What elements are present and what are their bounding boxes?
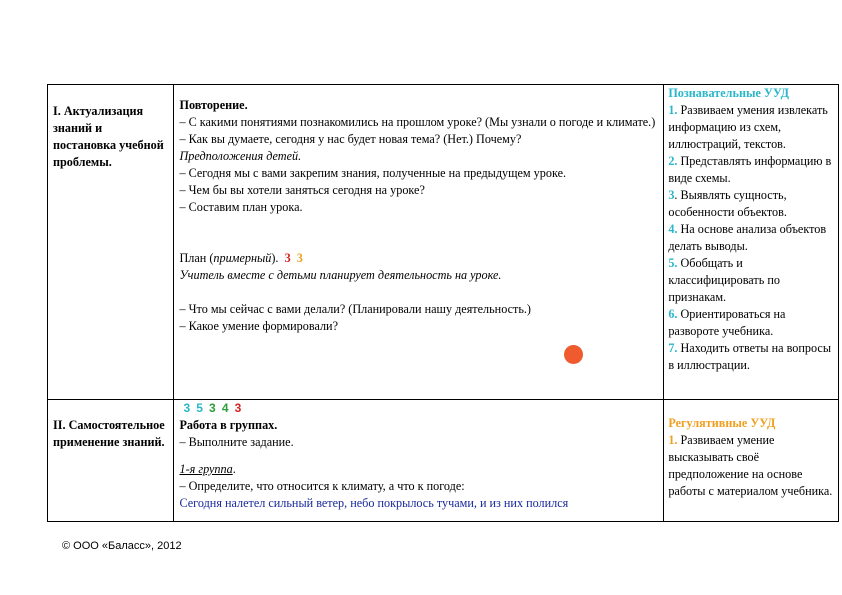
plan-number: 3: [284, 251, 291, 265]
group-label: 1-я группа.: [179, 461, 236, 476]
uud-cell: [664, 399, 839, 521]
uud-item: 4. На основе анализа объектов делать выводы.: [668, 222, 827, 253]
stage-cell: [48, 399, 174, 521]
stage-title: II. Самостоятельное применение знаний.: [53, 417, 165, 449]
text-line: – Что мы сейчас с вами делали? (Планировали нашу деятельность.): [179, 302, 531, 316]
lesson-table: [47, 84, 839, 522]
table-row: [48, 85, 839, 400]
text-line: – Выполните задание.: [179, 434, 294, 449]
text-line: – Сегодня мы с вами закрепим знания, полученные на предыдущем уроке.: [179, 166, 567, 180]
uud-item: 1. Развиваем умение высказывать своё предположение на основе работы с материалом учебника.: [668, 432, 833, 498]
uud-item: 6. Ориентироваться на развороте учебника.: [668, 307, 786, 338]
text-line: – С какими понятиями познакомились на прошлом уроке? (Мы узнали о погоде и климате.): [179, 115, 656, 129]
uud-title: Регулятивные УУД: [668, 415, 776, 430]
uud-item: 1. Развиваем умения извлекать информацию из схем, иллюстраций, текстов.: [668, 103, 828, 151]
assumption-text: Предположения детей.: [179, 149, 302, 163]
text-line: – Определите, что относится к климату, а что к погоде:: [179, 478, 465, 493]
stage-cell: [48, 85, 174, 400]
uud-item: 3. Выявлять сущность, особенности объектов.: [668, 188, 787, 219]
uud-item: 2. Представлять информацию в виде схемы.: [668, 154, 832, 185]
text-line: – Чем бы вы хотели заняться сегодня на уроке?: [179, 183, 425, 197]
section-heading: Работа в группах.: [179, 417, 278, 432]
text-line: – Как вы думаете, сегодня у нас будет новая тема? (Нет.) Почему?: [179, 132, 522, 146]
table-row: [48, 399, 839, 521]
teacher-note: Учитель вместе с детьми планирует деятельность на уроке.: [179, 268, 502, 282]
uud-title: Познавательные УУД: [668, 86, 789, 100]
uud-cell: [664, 85, 839, 400]
text-line: – Какое умение формировали?: [179, 319, 338, 333]
plan-number: 3: [296, 251, 303, 265]
level-numbers: 3 5 3 4 3: [183, 400, 242, 415]
example-text: Сегодня налетел сильный ветер, небо покрылось тучами, и из них полился: [179, 495, 569, 510]
section-heading: Повторение.: [179, 98, 248, 112]
content-cell: [174, 399, 664, 521]
stage-title: I. Актуализация знаний и постановка учебной проблемы.: [53, 104, 164, 169]
content-cell: [174, 85, 664, 400]
uud-item: 5. Обобщать и классифицировать по признакам.: [668, 256, 780, 304]
footer-copyright: © ООО «Баласс», 2012: [62, 540, 182, 552]
orange-marker: [564, 345, 583, 364]
text-line: – Составим план урока.: [179, 200, 303, 214]
plan-line: План (примерный). 3 3: [179, 251, 303, 265]
uud-item: 7. Находить ответы на вопросы в иллюстрации.: [668, 341, 832, 372]
